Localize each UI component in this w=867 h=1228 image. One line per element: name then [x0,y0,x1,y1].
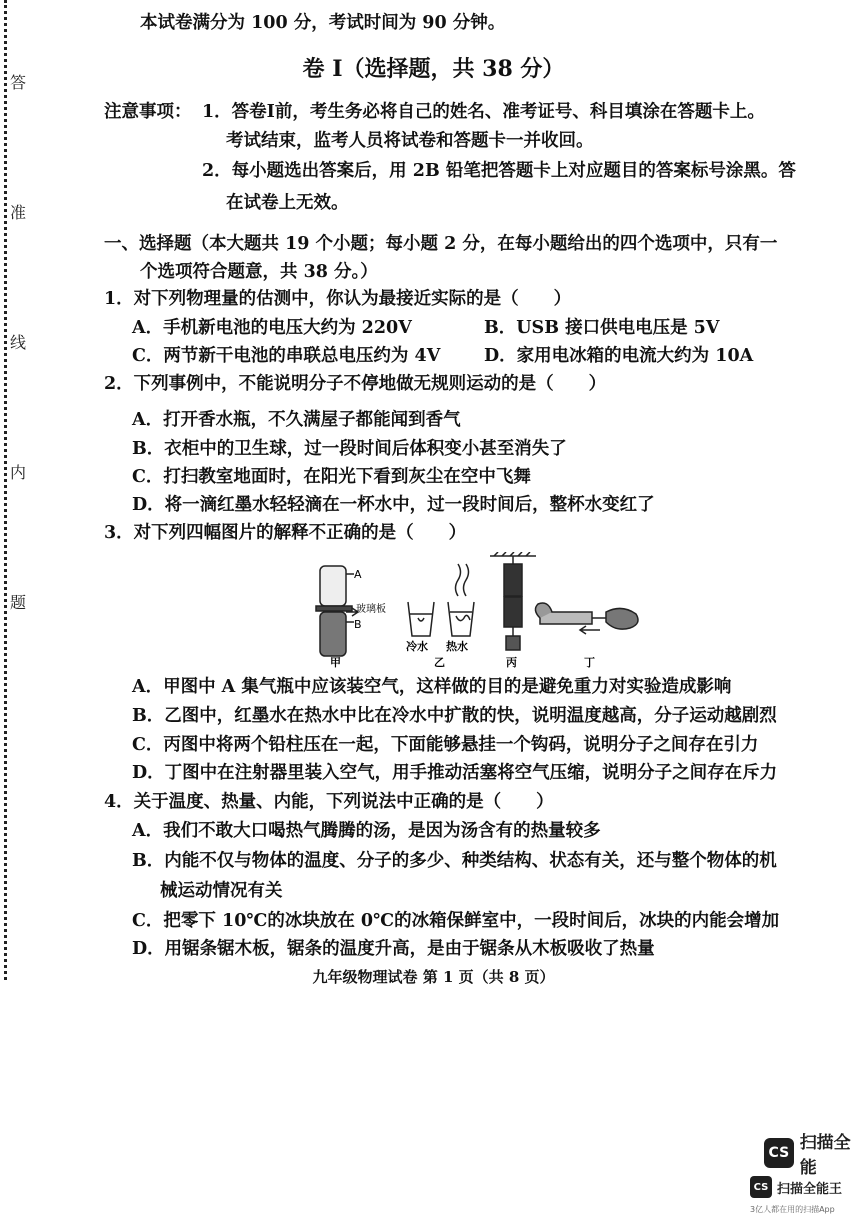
binding-char: 题 [10,593,27,612]
option: C．打扫教室地面时，在阳光下看到灰尘在空中飞舞 [132,467,531,487]
question-stem: 2．下列事例中，不能说明分子不停地做无规则运动的是（ ） [104,374,607,394]
caption-yi: 乙 [434,656,445,669]
question-stem: 3．对下列四幅图片的解释不正确的是（ ） [104,523,467,543]
label-b: B [354,618,362,631]
scanner-tagline: 3亿人都在用的扫描App [750,1205,835,1214]
option-continuation: 械运动情况有关 [160,881,283,901]
figure-jia [316,566,358,656]
note-item: 在试卷上无效。 [226,193,349,213]
binding-margin [0,0,34,980]
scanner-logo-icon: CS [750,1176,772,1198]
experiment-figure [300,552,650,670]
figure-bing [490,552,536,650]
option: C．把零下 10℃的冰块放在 0℃的冰箱保鲜室中，一段时间后，冰块的内能会增加 [132,911,780,931]
note-item: 2．每小题选出答案后，用 2B 铅笔把答题卡上对应题目的答案标号涂黑。答 [202,161,796,181]
section-instructions: 个选项符合题意，共 38 分。） [140,262,378,282]
caption-jia: 甲 [330,656,341,669]
label-hot-water: 热水 [446,640,468,653]
section-instructions: 一、选择题（本大题共 19 个小题；每小题 2 分，在每小题给出的四个选项中，只有一 [104,234,778,254]
section-title: 卷 I（选择题，共 38 分） [302,56,565,82]
note-item: 考试结束，监考人员将试卷和答题卡一并收回。 [226,131,594,151]
option: D．将一滴红墨水轻轻滴在一杯水中，过一段时间后，整杯水变红了 [132,495,655,515]
figure-yi [408,564,474,636]
figure-ding [535,603,638,634]
binding-dotted-line [4,0,7,980]
exam-intro: 本试卷满分为 100 分，考试时间为 90 分钟。 [140,13,506,33]
option: D．用锯条锯木板，锯条的温度升高，是由于锯条从木板吸收了热量 [132,939,655,959]
notes-label: 注意事项： [104,102,192,122]
option: B．衣柜中的卫生球，过一段时间后体积变小甚至消失了 [132,439,567,459]
option: C．丙图中将两个铅柱压在一起，下面能够悬挂一个钩码，说明分子之间存在引力 [132,735,759,755]
question-stem: 4．关于温度、热量、内能，下列说法中正确的是（ ） [104,792,554,812]
binding-char: 答 [10,73,27,92]
scanner-logo-icon: CS [764,1138,794,1168]
binding-char: 线 [10,333,27,352]
note-item: 1．答卷Ⅰ前，考生务必将自己的姓名、准考证号、科目填涂在答题卡上。 [202,102,765,122]
option: A．我们不敢大口喝热气腾腾的汤，是因为汤含有的热量较多 [132,821,601,841]
scanner-watermark-top [764,1128,867,1178]
option: B．内能不仅与物体的温度、分子的多少、种类结构、状态有关，还与整个物体的机 [132,851,777,871]
option: A．甲图中 A 集气瓶中应该装空气，这样做的目的是避免重力对实验造成影响 [132,677,732,697]
scanner-brand: 扫描全能王 [777,1181,843,1197]
label-cold-water: 冷水 [406,640,428,653]
scanner-brand: 扫描全能 [799,1133,851,1178]
option: D．家用电冰箱的电流大约为 10A [484,346,754,366]
scanner-watermark-bottom [750,1176,842,1198]
label-glass: 玻璃板 [356,604,386,615]
option: A．手机新电池的电压大约为 220V [132,318,412,338]
caption-bing: 丙 [506,656,517,669]
caption-ding: 丁 [584,656,595,669]
page-footer: 九年级物理试卷 第 1 页（共 8 页） [312,968,555,986]
binding-char: 内 [10,463,27,482]
option: A．打开香水瓶，不久满屋子都能闻到香气 [132,410,461,430]
binding-char: 准 [10,203,27,222]
option: B．乙图中，红墨水在热水中比在冷水中扩散的快，说明温度越高，分子运动越剧烈 [132,706,777,726]
option: C．两节新干电池的串联总电压约为 4V [132,346,441,366]
option: D．丁图中在注射器里装入空气，用手推动活塞将空气压缩，说明分子之间存在斥力 [132,763,778,783]
label-a: A [354,568,362,581]
option: B．USB 接口供电电压是 5V [484,318,720,338]
question-stem: 1．对下列物理量的估测中，你认为最接近实际的是（ ） [104,289,572,309]
